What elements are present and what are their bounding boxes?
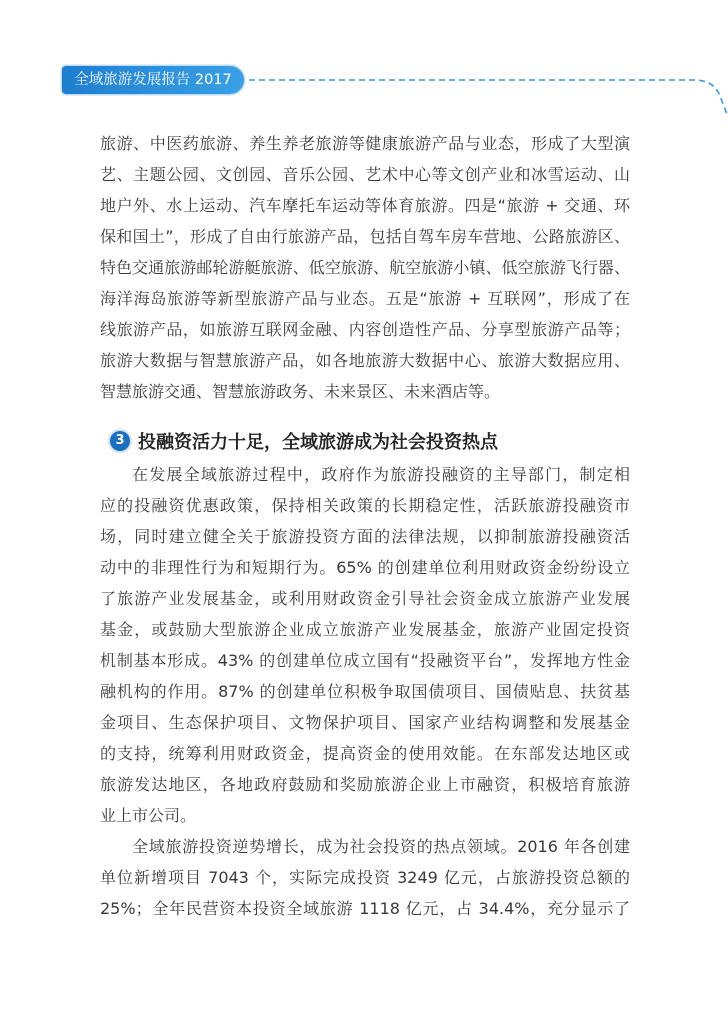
text-line: 动中的非理性行为和短期行为。65% 的创建单位利用财政资金纷纷设立	[100, 558, 630, 577]
text-line: 特色交通旅游邮轮游艇旅游、低空旅游、航空旅游小镇、低空旅游飞行器、	[100, 258, 630, 277]
text-line: 场，同时建立健全关于旅游投资方面的法律法规，以抑制旅游投融资活	[100, 527, 630, 546]
text-line: 金项目、生态保护项目、文物保护项目、国家产业结构调整和发展基金	[100, 713, 630, 732]
text-line: 艺、主题公园、文创园、音乐公园、艺术中心等文创产业和冰雪运动、山	[100, 165, 630, 184]
text-line: 机制基本形成。43% 的创建单位成立国有“投融资平台”，发挥地方性金	[100, 651, 630, 670]
text-line: 旅游大数据与智慧旅游产品，如各地旅游大数据中心、旅游大数据应用、	[100, 351, 630, 370]
section-number-badge: 3	[110, 431, 130, 451]
text-line: 基金，或鼓励大型旅游企业成立旅游产业发展基金，旅游产业固定投资	[100, 620, 630, 639]
text-line: 线旅游产品，如旅游互联网金融、内容创造性产品、分享型旅游产品等；	[100, 320, 630, 339]
text-line: 单位新增项目 7043 个，实际完成投资 3249 亿元，占旅游投资总额的	[100, 868, 630, 887]
text-line: 融机构的作用。87% 的创建单位积极争取国债项目、国债贴息、扶贫基	[100, 682, 630, 701]
text-line: 25%；全年民营资本投资全域旅游 1118 亿元，占 34.4%，充分显示了	[100, 899, 630, 918]
text-line: 智慧旅游交通、智慧旅游政务、未来景区、未来酒店等。	[100, 382, 501, 401]
text-line: 的支持，统筹利用财政资金，提高资金的使用效能。在东部发达地区或	[100, 744, 630, 763]
paragraph-2	[100, 459, 630, 831]
text-line: 地户外、水上运动、汽车摩托车运动等体育旅游。四是“旅游 + 交通、环	[100, 196, 630, 215]
text-line: 海洋海岛旅游等新型旅游产品与业态。五是“旅游 + 互联网”，形成了在	[100, 289, 630, 308]
text-line: 保和国土”，形成了自由行旅游产品，包括自驾车房车营地、公路旅游区、	[100, 227, 630, 246]
text-line: 全域旅游投资逆势增长，成为社会投资的热点领域。2016 年各创建	[132, 837, 630, 856]
header-dashed-line	[0, 0, 728, 140]
text-line: 旅游发达地区，各地政府鼓励和奖励旅游企业上市融资，积极培育旅游	[100, 775, 630, 794]
text-line: 了旅游产业发展基金，或利用财政资金引导社会资金成立旅游产业发展	[100, 589, 630, 608]
section-heading-text: 投融资活力十足，全域旅游成为社会投资热点	[138, 431, 498, 453]
header-title: 全域旅游发展报告 2017	[74, 72, 232, 88]
text-line: 应的投融资优惠政策，保持相关政策的长期稳定性，活跃旅游投融资市	[100, 496, 630, 515]
paragraph-3	[100, 831, 630, 924]
paragraph-1	[100, 128, 630, 407]
text-line: 业上市公司。	[100, 806, 197, 825]
section-heading	[110, 425, 498, 456]
text-line: 旅游、中医药旅游、养生养老旅游等健康旅游产品与业态，形成了大型演	[100, 134, 630, 153]
text-line: 在发展全域旅游过程中，政府作为旅游投融资的主导部门，制定相	[132, 465, 630, 484]
